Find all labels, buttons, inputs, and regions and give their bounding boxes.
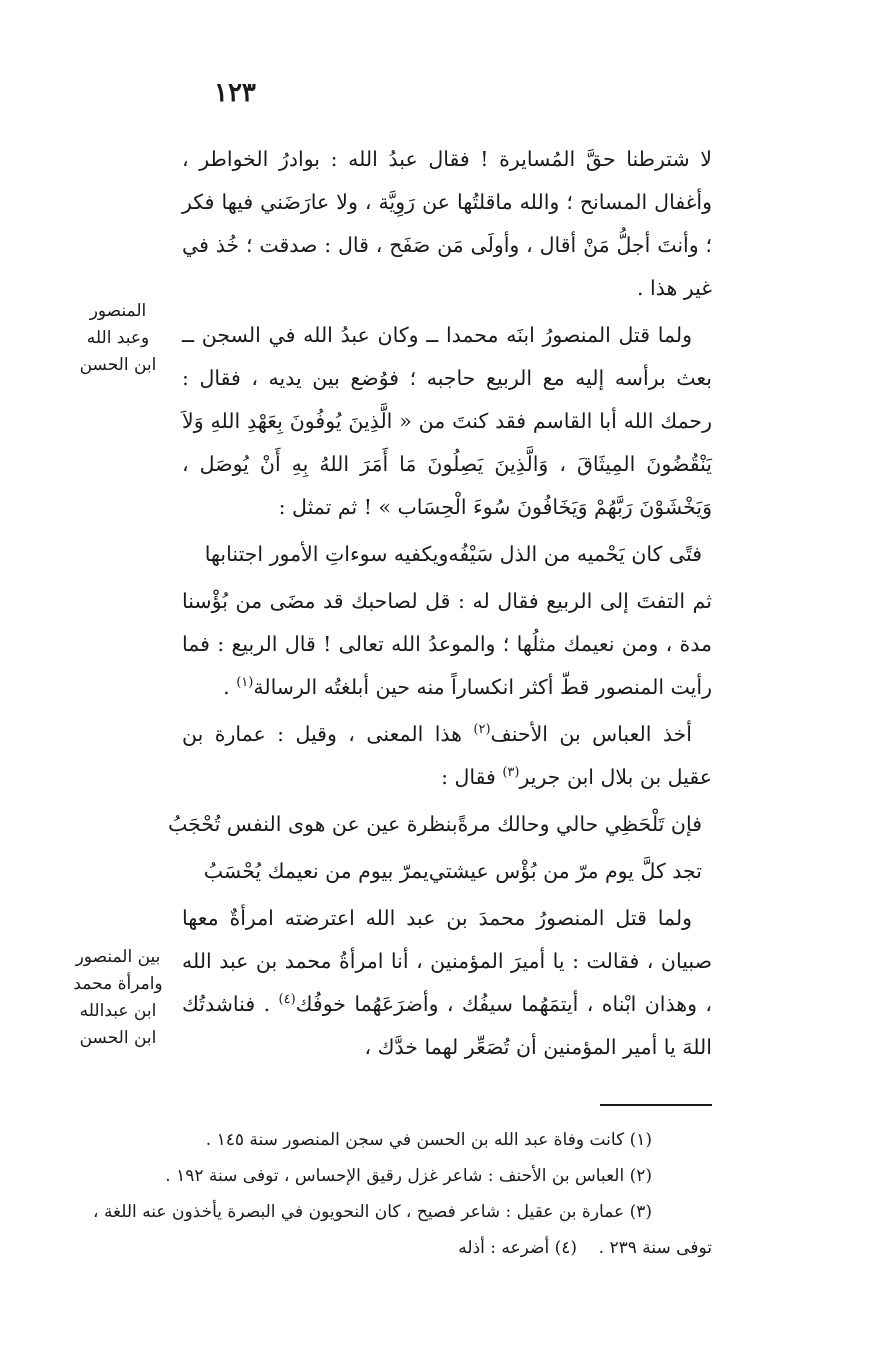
verse-2	[167, 803, 712, 846]
main-text	[167, 138, 713, 1069]
footnote-marker-4: (٤)	[278, 992, 296, 1008]
footnote-3-continuation: توفى سنة ٢٣٩ .	[598, 1238, 712, 1258]
paragraph-3-end: .	[223, 675, 237, 699]
paragraph-5-text-b: . فناشدتُك اللهَ يا أمير المؤمنين أن تُصَعِّر لهما خدَّك ،	[182, 992, 712, 1059]
paragraph-5	[182, 897, 712, 1069]
footnote-marker-1: (١)	[236, 675, 254, 691]
margin-note-line: بين المنصور	[75, 947, 161, 967]
margin-note-line: وعبد الله	[86, 328, 150, 348]
verse-1-second-hemistich: ويكفيه سوءاتِ الأمور اجتنابها	[204, 542, 449, 566]
paragraph-4-text-c: فقال :	[441, 765, 503, 789]
footnote-1: (١) كانت وفاة عبد الله بن الحسن في سجن المنصور سنة ١٤٥ .	[205, 1130, 652, 1150]
paragraph-1: لا شترطنا حقَّ المُسايرة ! فقال عبدُ الله : بوادرُ الخواطر ، وأغفال المسانح ؛ والله ماقلتُها عن رَوِيَّة ، ولا عارَضَني فيها فكر ؛ وأنتَ أجلُّ مَنْ أقال ، وأولَى مَن صَفَح ، قال : صدقت ؛ خُذ في غير هذا .	[182, 147, 712, 300]
verse-2-first-hemistich: فإن تَلْحَظِي حالي وحالك مرةً	[457, 812, 702, 836]
paragraph-4-text-a: أخذ العباس بن الأحنف	[490, 722, 692, 746]
margin-note-line: وامرأة محمد	[73, 974, 163, 994]
paragraph-3-text: ثم التفتَ إلى الربيع فقال له : قل لصاحبك قد مضَى من بُؤْسنا مدة ، ومن نعيمك مثلُها ؛ والموعدُ الله تعالى ! قال الربيع : فما رأيت المنصور قطّ أكثر انكساراً منه حين أبلغتُه الرسالة	[182, 589, 712, 699]
margin-note-line: ابن الحسن	[79, 355, 157, 375]
footnote-4: (٤) أضرعه : أذله	[458, 1238, 578, 1258]
margin-note-mansur-wife	[60, 944, 176, 1052]
paragraph-3	[182, 580, 712, 709]
paragraph-4	[182, 713, 712, 799]
footnote-divider	[600, 1104, 712, 1106]
margin-note-line: المنصور	[89, 301, 147, 321]
verse-1-first-hemistich: فتًى كان يَحْميه من الذل سَيْفُه	[448, 542, 702, 566]
verse-1	[182, 533, 712, 576]
footnote-marker-3: (٣)	[502, 765, 520, 781]
footnotes	[93, 1122, 712, 1266]
margin-note-line: ابن عبدالله	[79, 1001, 157, 1021]
page-number: ١٢٣	[214, 78, 256, 108]
paragraph-4-text-b: هذا المعنى ، وقيل : عمارة بن عقيل بن بلال ابن جرير	[182, 722, 712, 789]
paragraph-5-text-a: ولما قتل المنصورُ محمدَ بن عبد الله اعترضته امرأةٌ معها صبيان ، فقالت : يا أميرَ المؤمنين ، أنا امرأةُ محمد بن عبد الله ، وهذان ابْناه ، أيتمَهُما سيفُك ، وأضرَعَهُما خوفُك	[182, 906, 713, 1016]
footnote-2: (٢) العباس بن الأحنف : شاعر غزل رقيق الإحساس ، توفى سنة ١٩٢ .	[165, 1166, 652, 1186]
margin-note-mansur-abdullah	[60, 298, 176, 379]
footnote-3-continued-and-4	[182, 1230, 712, 1266]
verse-3-first-hemistich: تجد كلَّ يوم مرّ من بُؤْس عيشتي	[428, 859, 702, 883]
verse-3-second-hemistich: يمرّ بيوم من نعيمك يُحْسَبُ	[203, 859, 429, 883]
verse-2-second-hemistich: بنظرة عين عن هوى النفس تُحْجَبُ	[167, 812, 458, 836]
footnote-marker-2: (٢)	[473, 722, 491, 738]
footnote-3: (٣) عمارة بن عقيل : شاعر فصيح ، كان النحويون في البصرة يأخذون عنه اللغة ،	[93, 1202, 652, 1222]
verse-3	[182, 850, 712, 893]
margin-note-line: ابن الحسن	[79, 1028, 157, 1048]
paragraph-2: ولما قتل المنصورُ ابنَه محمدا ــ وكان عبدُ الله في السجن ــ بعث برأسه إليه مع الربيع حاجبه ؛ فوُضع بين يديه ، فقال : رحمك الله أبا القاسم فقد كنتَ من « الَّذِينَ يُوفُونَ بِعَهْدِ اللهِ وَلاَ يَنْقُضُونَ المِيثَاقَ ، وَالَّذِينَ يَصِلُونَ مَا أَمَرَ اللهُ بِهِ أَنْ يُوصَل ، وَيَخْشَوْنَ رَبَّهُمْ وَيَخَافُونَ سُوءَ الْحِسَاب » ! ثم تمثل :	[182, 323, 712, 519]
